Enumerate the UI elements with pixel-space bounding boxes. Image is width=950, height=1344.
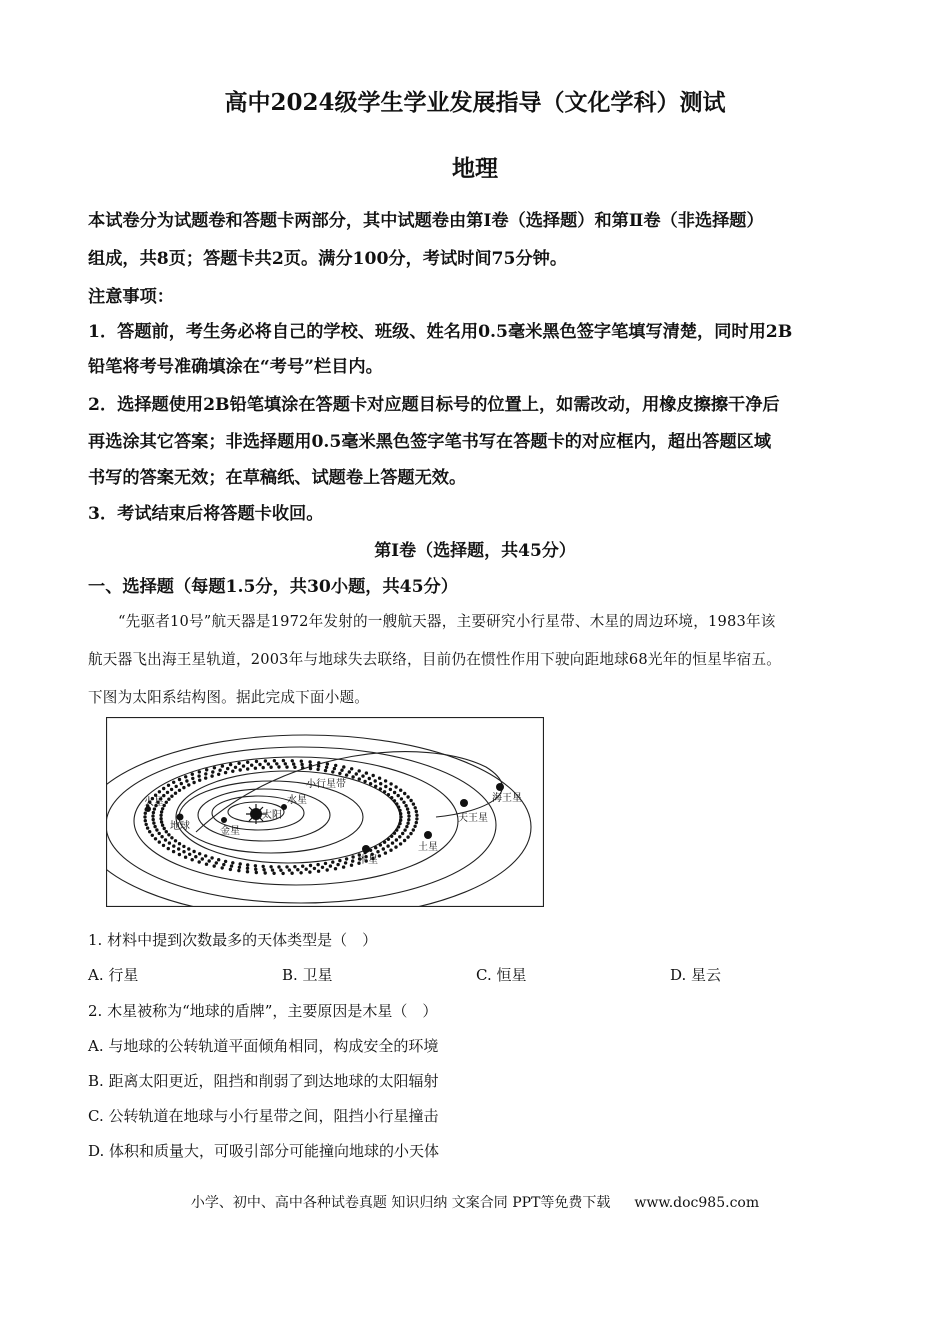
note-2-line-3: 书写的答案无效；在草稿纸、试题卷上答题无效。 (88, 468, 467, 488)
footer (0, 1192, 950, 1212)
label-neptune: 海王星 (492, 793, 522, 804)
footer-url[interactable]: www.doc985.com (634, 1195, 760, 1211)
neptune-dot (496, 783, 504, 791)
notes-heading: 注意事项： (88, 287, 174, 307)
part-title: 一、选择题（每题1.5分，共30小题，共45分） (88, 577, 458, 597)
uranus-dot (460, 799, 468, 807)
venus-dot (221, 817, 227, 823)
earth-dot (177, 814, 184, 821)
note-1-line-1: 1．答题前，考生务必将自己的学校、班级、姓名用0.5毫米黑色签字笔填写清楚，同时用2B (88, 322, 793, 342)
label-jupiter: 木星 (358, 855, 378, 866)
label-venus: 金星 (220, 826, 240, 837)
passage-line-1: “先驱者10号”航天器是1972年发射的一艘航天器，主要研究小行星带、木星的周边环境，1983年该 (118, 613, 776, 630)
figure-frame (107, 718, 544, 907)
label-uranus: 天王星 (458, 813, 488, 824)
note-1-line-2: 铅笔将考号准确填涂在“考号”栏目内。 (88, 357, 383, 377)
q2-option-c[interactable]: C. 公转轨道在地球与小行星带之间，阻挡小行星撞击 (88, 1107, 439, 1125)
q1-option-d[interactable]: D. 星云 (670, 966, 722, 984)
section-title: 第Ⅰ卷（选择题，共45分） (374, 541, 576, 561)
q1-option-c[interactable]: C. 恒星 (476, 966, 527, 984)
label-mercury: 水星 (287, 795, 307, 806)
saturn-dot (424, 831, 432, 839)
exam-title: 高中2024级学生学业发展指导（文化学科）测试 (224, 89, 726, 116)
footer-text: 小学、初中、高中各种试卷真题 知识归纳 文案合同 PPT等免费下载 (190, 1195, 611, 1211)
subject-title: 地理 (452, 155, 498, 182)
question-1-stem: 1. 材料中提到次数最多的天体类型是（ ） (88, 931, 378, 949)
label-asteroid-belt: 小行星带 (306, 779, 346, 790)
q1-option-b[interactable]: B. 卫星 (282, 966, 333, 984)
passage-line-3: 下图为太阳系结构图。据此完成下面小题。 (88, 689, 370, 706)
q2-option-d[interactable]: D. 体积和质量大，可吸引部分可能撞向地球的小天体 (88, 1142, 440, 1160)
solar-system-diagram (106, 717, 544, 907)
intro-line-2: 组成，共8页；答题卡共2页。满分100分，考试时间75分钟。 (88, 249, 568, 269)
label-saturn: 土星 (418, 842, 438, 853)
label-sun: 太阳 (262, 810, 282, 821)
question-2-stem: 2. 木星被称为“地球的盾牌”，主要原因是木星（ ） (88, 1002, 438, 1020)
q1-option-a[interactable]: A. 行星 (88, 966, 139, 984)
intro-line-1: 本试卷分为试题卷和答题卡两部分，其中试题卷由第Ⅰ卷（选择题）和第Ⅱ卷（非选择题） (88, 211, 764, 231)
note-2-line-1: 2．选择题使用2B铅笔填涂在答题卡对应题目标号的位置上，如需改动，用橡皮擦擦干净后 (88, 395, 780, 415)
label-mars: 火星 (144, 797, 164, 808)
passage-line-2: 航天器飞出海王星轨道，2003年与地球失去联络，目前仍在惯性作用下驶向距地球68光年的恒星毕宿五。 (88, 651, 782, 668)
jupiter-dot (362, 845, 370, 853)
note-3: 3．考试结束后将答题卡收回。 (88, 504, 324, 524)
q2-option-a[interactable]: A. 与地球的公转轨道平面倾角相同，构成安全的环境 (88, 1037, 439, 1055)
note-2-line-2: 再选涂其它答案；非选择题用0.5毫米黑色签字笔书写在答题卡的对应框内，超出答题区域 (88, 432, 772, 452)
label-earth: 地球 (170, 821, 190, 832)
q2-option-b[interactable]: B. 距离太阳更近，阻挡和削弱了到达地球的太阳辐射 (88, 1072, 439, 1090)
